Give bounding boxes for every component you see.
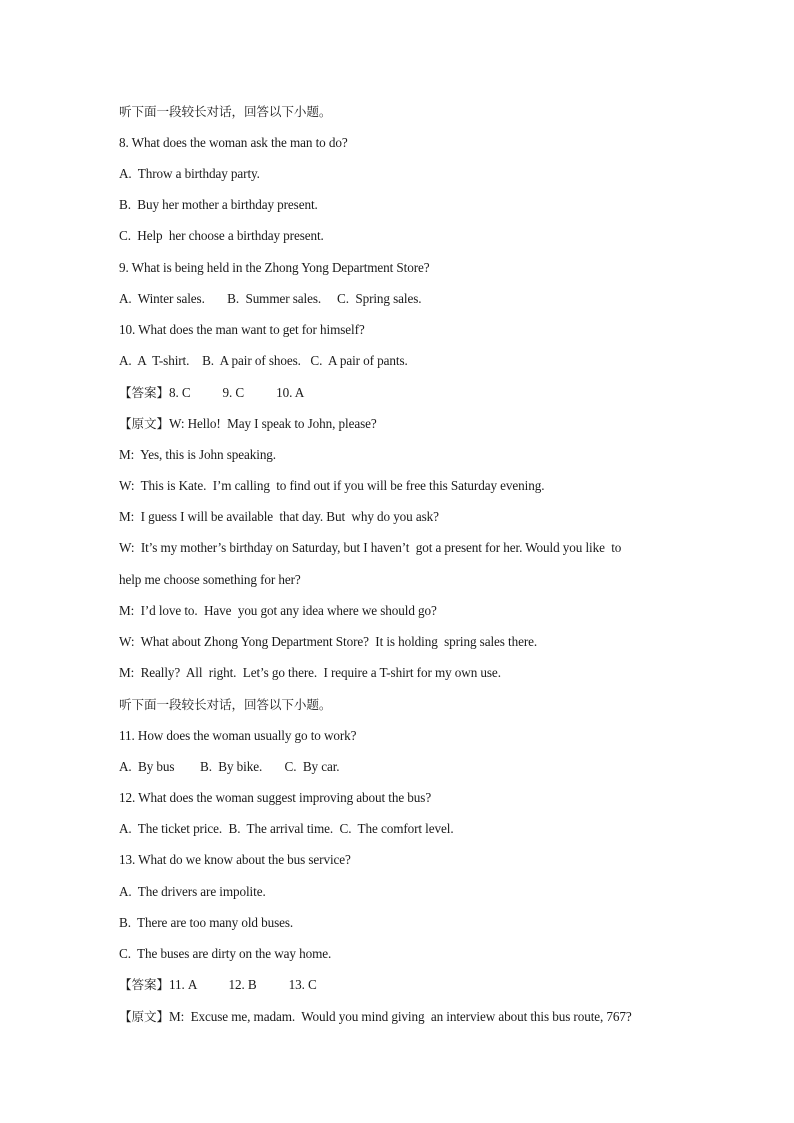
section-instruction: 听下面一段较长对话，回答以下小题。 [119,104,332,119]
answer-line [119,384,304,402]
question-stem: 13. What do we know about the bus service? [119,852,351,867]
transcript-line: M: Yes, this is John speaking. [119,447,277,462]
question-stem: 10. What does the man want to get for himself? [119,322,365,337]
transcript-text: M: Excuse me, madam. Would you mind giving an interview about this bus route, 767? [168,1009,632,1024]
question-stem: 11. How does the woman usually go to work? [119,728,357,743]
transcript-text: W: Hello! May I speak to John, please? [168,416,377,431]
question-option: A. Throw a birthday party. [119,166,260,181]
transcript-tag: 【原文】 [119,1009,169,1024]
question-option: A. The ticket price. B. The arrival time. C. The comfort level. [119,821,454,836]
question-option: A. Winter sales. B. Summer sales. C. Spring sales. [119,291,422,306]
answer-text: 8. C 9. C 10. A [168,385,305,400]
transcript-line: W: This is Kate. I’m calling to find out if you will be free this Saturday evening. [119,478,545,493]
question-stem: 9. What is being held in the Zhong Yong Department Store? [119,260,430,275]
section-instruction: 听下面一段较长对话，回答以下小题。 [119,697,332,712]
question-option: C. The buses are dirty on the way home. [119,946,332,961]
question-option: C. Help her choose a birthday present. [119,228,324,243]
answer-tag: 【答案】 [119,977,169,992]
question-option: A. A T-shirt. B. A pair of shoes. C. A pair of pants. [119,353,408,368]
transcript-line: M: I guess I will be available that day. But why do you ask? [119,509,439,524]
transcript-line [119,415,377,433]
transcript-line: M: Really? All right. Let’s go there. I require a T-shirt for my own use. [119,665,501,680]
answer-tag: 【答案】 [119,385,169,400]
question-option: A. The drivers are impolite. [119,884,266,899]
transcript-line: W: It’s my mother’s birthday on Saturday, but I haven’t got a present for her. Would you like to [119,540,622,555]
question-option: B. Buy her mother a birthday present. [119,197,318,212]
transcript-line: help me choose something for her? [119,572,301,587]
question-option: A. By bus B. By bike. C. By car. [119,759,340,774]
question-option: B. There are too many old buses. [119,915,294,930]
transcript-line [119,1008,632,1026]
transcript-line: W: What about Zhong Yong Department Store? It is holding spring sales there. [119,634,538,649]
transcript-line: M: I’d love to. Have you got any idea where we should go? [119,603,437,618]
question-stem: 12. What does the woman suggest improving about the bus? [119,790,432,805]
question-stem: 8. What does the woman ask the man to do? [119,135,348,150]
transcript-tag: 【原文】 [119,416,169,431]
answer-line [119,976,317,994]
answer-text: 11. A 12. B 13. C [168,977,317,992]
